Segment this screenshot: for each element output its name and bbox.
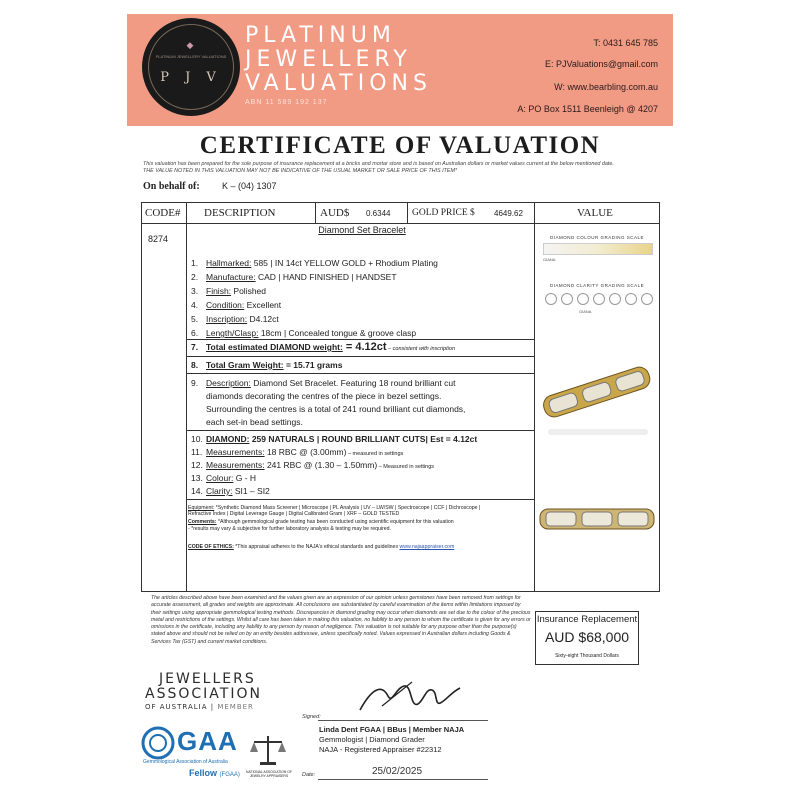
disclaimer-line1: This valuation has been prepared for the sole purpose of insurance replacement at a bricks and mortar store and is based on Australian dollars or market values current at the below mentioned date.: [143, 161, 614, 167]
colour-gradient-bar: [543, 243, 653, 255]
aud-divider-right: [407, 203, 408, 223]
disclaimer-line2: THE VALUE NOTED IN THIS VALUATION MAY NOT BE INDICATIVE OF THE USUAL MARKET OR SALE PRICE OF THIS ITEM*: [143, 168, 458, 174]
row-divider: [186, 499, 534, 500]
signed-label: Signed:: [302, 714, 321, 720]
clarity-scale-brand: GIANA: [579, 309, 592, 314]
certificate-date: 25/02/2025: [372, 766, 423, 777]
description-header: DESCRIPTION: [204, 207, 276, 219]
clarity-diamond-icon: [561, 293, 573, 305]
list-item: 13. Colour: G - H: [191, 473, 257, 483]
handwritten-signature: [352, 678, 464, 718]
contact-email: E: PJValuations@gmail.com: [544, 59, 658, 69]
code-header: CODE#: [145, 207, 181, 219]
aud-value: 0.6344: [366, 209, 391, 218]
item-code: 8274: [148, 234, 169, 244]
bracelet-reflection: [548, 429, 648, 435]
row-divider: [186, 339, 534, 340]
total-gram-weight: 8. Total Gram Weight: = 15.71 grams: [191, 360, 343, 370]
equipment-line2: Refractive Index | Digital Leverage Gauge | Digital Calibrated Gram | XRF – GOLD TESTED: [188, 511, 400, 517]
company-name: [245, 24, 432, 96]
contact-website: W: www.bearbling.com.au: [554, 82, 658, 92]
description-line: diamonds decorating the centres of the piece in bezel settings.: [206, 391, 442, 401]
clarity-diamond-icon: [545, 293, 557, 305]
gold-price-label: GOLD PRICE $: [412, 208, 475, 218]
legal-footnote: The articles described above have been examined and the values given are an expression of our opinion unless gemstones have been removed from settings for accurate assessment, all grades and weights are approximate. All conclusions are substantiated by careful examination of the items within limitations imposed by their settings using appropriate gemmological testing methods. Discrepancies in diamond grading may occur when diamonds are set due to the colour of the precious metal and restrictions of the settings. Whilst all care has been taken in making this valuation, no liability to any person to whom the certificate is given for any errors or omissions in the certificate, including any liability to any person by reason of negligence. This valuation is not suitable for any purpose other than the purpose(s) stated above and should not be relied on by an entity besides addressee, unless specifically noted. Values expressed in Australian dollars including Goods & Services Tax (GST) and current market conditions.: [151, 595, 531, 645]
total-diamond-weight: 7. Total estimated DIAMOND weight: = 4.12ct – consistent with inscription: [191, 341, 456, 353]
clarity-diamond-icon: [593, 293, 605, 305]
contact-phone: T: 0431 645 785: [593, 38, 658, 48]
clarity-scale-title: DIAMOND CLARITY GRADING SCALE: [549, 283, 645, 288]
company-name-line3: VALUATIONS: [245, 71, 432, 96]
signer-title: Gemmologist | Diamond Grader: [319, 735, 425, 744]
list-item: 11. Measurements: 18 RBC @ (3.00mm) – measured in settings: [191, 447, 404, 457]
bracelet-link: [618, 512, 648, 526]
behalf-value: K – (04) 1307: [222, 181, 277, 191]
row-divider: [186, 430, 534, 431]
gaa-fellow: Fellow (FGAA): [189, 768, 240, 778]
clarity-diamond-icon: [609, 293, 621, 305]
aud-divider-left: [315, 203, 316, 223]
insurance-value-box: [535, 611, 639, 665]
bracelet-photo-top: [538, 353, 656, 448]
pjv-logo: [142, 18, 240, 116]
header-divider: [142, 223, 659, 224]
description-item: 9. Description: Diamond Set Bracelet. Featuring 18 round brilliant cut: [191, 378, 456, 388]
gold-price-value: 4649.62: [494, 209, 523, 218]
code-column-divider: [186, 203, 187, 591]
clarity-diamond-icon: [577, 293, 589, 305]
abn-number: ABN 11 589 192 137: [245, 99, 328, 106]
gaa-emblem-icon: [141, 726, 175, 760]
date-line: [318, 779, 488, 780]
bracelet-link: [582, 512, 612, 526]
row-divider: [186, 373, 534, 374]
item-title: Diamond Set Bracelet: [318, 225, 406, 235]
naja-link[interactable]: www.najaappraiser.com: [399, 544, 455, 550]
row-divider: [186, 356, 534, 357]
certificate-title: CERTIFICATE OF VALUATION: [199, 132, 601, 159]
list-item: 6. Length/Clasp: 18cm | Concealed tongue & groove clasp: [191, 328, 417, 338]
logo-initials: P J V: [160, 70, 222, 85]
insurance-amount: AUD $68,000: [544, 629, 630, 645]
insurance-amount-words: Sixty-eight Thousand Dollars: [555, 653, 619, 659]
code-of-ethics: CODE OF ETHICS: *This appraisal adheres to the NAJA's ethical standards and guidelines www.najaappraiser.com: [188, 544, 455, 550]
jewellers-association-logo: [145, 672, 262, 711]
equipment-line1: Equipment: *Synthetic Diamond Mass Screener | Microscope | PL Analysis | UV – LW/SW | Spectroscope | CCF | Dichroscope |: [188, 505, 481, 511]
insurance-label: Insurance Replacement: [536, 614, 638, 625]
list-item: 14. Clarity: SI1 – SI2: [191, 486, 270, 496]
aud-label: AUD$: [320, 207, 350, 219]
signer-name: Linda Dent FGAA | BBus | Member NAJA: [319, 725, 465, 734]
signer-registration: NAJA - Registered Appraiser #22312: [319, 745, 442, 754]
logo-arc-text: PLATINUM JEWELLERY VALUATIONS: [155, 54, 227, 59]
company-name-line2: JEWELLERY: [245, 47, 412, 72]
naja-scales-icon: [248, 732, 288, 768]
contact-address: A: PO Box 1511 Beenleigh @ 4207: [517, 104, 658, 114]
diamond-icon: ◆: [186, 40, 194, 50]
behalf-label: On behalf of:: [143, 181, 200, 192]
gaa-acronym: GAA: [177, 726, 238, 756]
diamond-summary: 10. DIAMOND: 259 NATURALS | ROUND BRILLIANT CUTS| Est = 4.12ct: [191, 434, 478, 444]
list-item: 12. Measurements: 241 RBC @ (1.30 – 1.50mm) – Measured in settings: [191, 460, 435, 470]
list-item: 3. Finish: Polished: [191, 286, 267, 296]
association-line3: OF AUSTRALIA | MEMBER: [145, 703, 254, 711]
clarity-grading-scale: [539, 283, 655, 319]
association-line1: JEWELLERS: [159, 671, 256, 687]
comments-line2: - *results may vary & subjective for further laboratory analysis & testing may be required.: [188, 526, 391, 532]
colour-scale-brand: GIANA: [543, 257, 556, 262]
list-item: 2. Manufacture: CAD | HAND FINISHED | HANDSET: [191, 272, 397, 282]
description-line: each set-in bead settings.: [206, 417, 303, 427]
value-header: VALUE: [577, 207, 613, 219]
colour-scale-title: DIAMOND COLOUR GRADING SCALE: [549, 235, 644, 240]
signature-line: [318, 720, 488, 721]
association-line2: ASSOCIATION: [145, 686, 262, 702]
list-item: 5. Inscription: D4.12ct: [191, 314, 279, 324]
date-label: Date:: [302, 772, 316, 778]
naja-caption: NATIONAL ASSOCIATION OF JEWELRY APPRAISERS: [246, 770, 292, 778]
logo-ring: [148, 24, 234, 110]
gaa-full-name: Gemmological Association of Australia: [143, 759, 228, 765]
company-name-line1: PLATINUM: [245, 23, 396, 48]
clarity-diamond-icon: [641, 293, 653, 305]
list-item: 1. Hallmarked: 585 | IN 14ct YELLOW GOLD + Rhodium Plating: [191, 258, 438, 268]
valuation-table: [141, 202, 660, 592]
value-column-divider: [534, 203, 535, 591]
description-line: Surrounding the centres is a total of 241 round brilliant cut diamonds,: [206, 404, 466, 414]
list-item: 4. Condition: Excellent: [191, 300, 282, 310]
clarity-diamond-icon: [625, 293, 637, 305]
comments-line1: Comments: *Although gemmological grade testing has been conducted using scientific equipment for this valuation: [188, 519, 454, 525]
bracelet-link: [546, 512, 576, 526]
bracelet-photo-bottom: [538, 501, 656, 537]
colour-grading-scale: [539, 235, 655, 271]
